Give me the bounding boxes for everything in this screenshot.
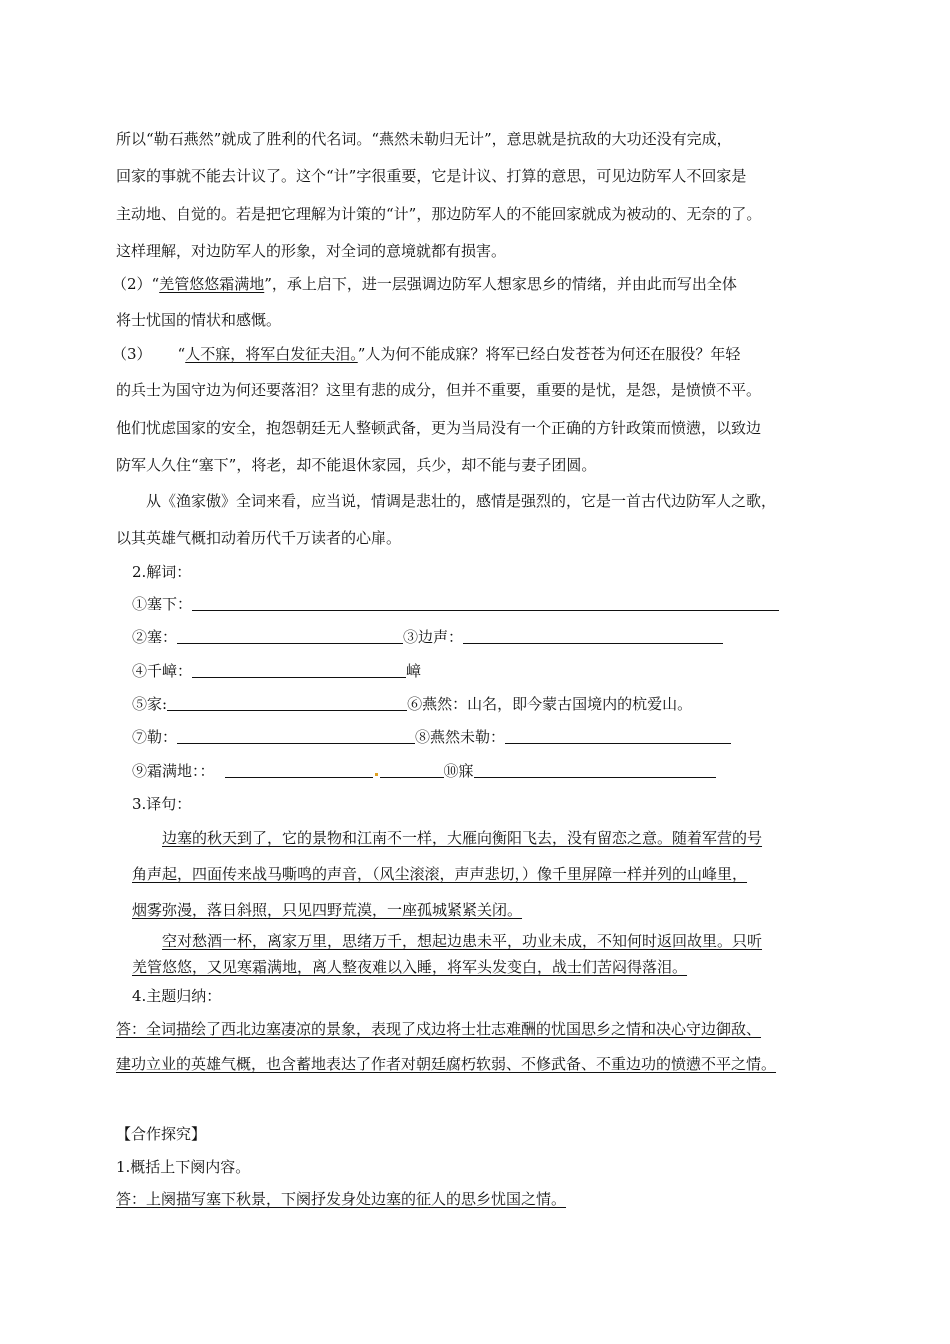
vocab-blank-7[interactable] — [177, 728, 415, 744]
mark-dot — [375, 773, 378, 776]
item2-quote-open: “ — [151, 275, 160, 293]
coop-question-1: 1.概括上下阕内容。 — [116, 1158, 251, 1176]
vocab-term-5: ⑤家: — [132, 695, 168, 713]
vocab-term-7: ⑦勒： — [132, 728, 178, 746]
translation-p1-line-2: 角声起，四面传来战马嘶鸣的声音，（风尘滚滚，声声悲切，）像千里屏障一样并列的山峰里， — [132, 865, 748, 883]
vocab-blank-9a[interactable] — [225, 762, 373, 778]
vocab-term-3: ③边声： — [403, 628, 464, 646]
theme-line-2: 建功立业的英雄气概，也含蓄地表达了作者对朝廷腐朽软弱、不修武备、不重边功的愤懑不平之情。 — [116, 1055, 777, 1073]
item3-quote: 人不寐，将军白发征夫泪。 — [185, 345, 358, 363]
item2-number: （2） — [112, 275, 152, 293]
translation-p1-line-3: 烟雾弥漫，落日斜照，只见四野荒漠，一座孤城紧紧关闭。 — [132, 901, 523, 919]
vocab-blank-4[interactable] — [192, 662, 406, 678]
vocab-row-5 — [132, 727, 731, 747]
vocab-term-8: ⑧燕然未勒： — [415, 728, 506, 746]
item3-line-4: 防军人久住“塞下”，将老，却不能退休家园，兵少，却不能与妻子团圆。 — [116, 456, 597, 474]
para1-line-3: 主动地、自觉的。若是把它理解为计策的“计”，那边防军人的不能回家就成为被动的、无奈的了。 — [116, 205, 762, 223]
vocab-row-6 — [132, 761, 716, 781]
item3-quote-close: ” — [357, 345, 366, 363]
theme-heading: 4.主题归纳： — [132, 987, 222, 1005]
coop-answer-1: 答：上阕描写塞下秋景，下阕抒发身处边塞的征人的思乡忧国之情。 — [116, 1190, 567, 1208]
vocab-heading: 2.解词： — [132, 563, 192, 581]
item3-quote-open: “ — [177, 345, 186, 363]
translation-p1-line-1: 边塞的秋天到了，它的景物和江南不一样，大雁向衡阳飞去，没有留恋之意。随着军营的号 — [162, 829, 763, 847]
vocab-blank-8[interactable] — [505, 728, 731, 744]
para1-line-2: 回家的事就不能去计议了。这个“计”字很重要，它是计议、打算的意思，可见边防军人不回家是 — [116, 167, 747, 185]
translation-p2-line-1: 空对愁酒一杯，离家万里，思绪万千，想起边患未平，功业未成，不知何时返回故里。只听 — [162, 932, 763, 950]
item2-quote-close: ” — [264, 275, 272, 293]
vocab-row-3 — [132, 661, 421, 681]
item2-quote: 羌管悠悠霜满地 — [159, 275, 265, 293]
item3-text: 人为何不能成寐？将军已经白发苍苍为何还在服役？年轻 — [365, 345, 741, 363]
theme-line-1: 答：全词描绘了西北边塞凄凉的景象，表现了戍边将士壮志难酬的忧国思乡之情和决心守边御敌、 — [116, 1020, 762, 1038]
summary-line-2: 以其英雄气概扣动着历代千万读者的心扉。 — [116, 529, 402, 547]
vocab-blank-2[interactable] — [177, 628, 403, 644]
vocab-term-9: ⑨霜满地：： — [132, 762, 215, 780]
vocab-blank-1[interactable] — [192, 595, 779, 611]
vocab-term-4-suffix: 嶂 — [406, 662, 422, 680]
item2-line-2: 将士忧国的情状和感慨。 — [116, 311, 282, 329]
summary-line-1: 从《渔家傲》全词来看，应当说，情调是悲壮的，感情是强烈的，它是一首古代边防军人之歌， — [146, 492, 777, 510]
translation-p2-line-2: 羌管悠悠，又见寒霜满地，离人整夜难以入睡，将军头发变白，战士们苦闷得落泪。 — [132, 958, 688, 976]
item3-number: （3） — [112, 345, 152, 363]
vocab-term-10: ⑩寐 — [443, 762, 474, 780]
para1-line-1: 所以“勒石燕然”就成了胜利的代名词。“燕然未勒归无计”，意思就是抗敌的大功还没有完成， — [116, 130, 732, 148]
item3-line-2: 的兵士为国守边为何还要落泪？这里有悲的成分，但并不重要，重要的是忧，是怨，是愤愤不平。 — [116, 381, 762, 399]
item3-line-1 — [112, 344, 740, 364]
translation-heading: 3.译句： — [132, 795, 192, 813]
vocab-term-2: ②塞： — [132, 628, 178, 646]
item2-text: ，承上启下，进一层强调边防军人想家思乡的情绪，并由此而写出全体 — [271, 275, 737, 293]
para1-line-4: 这样理解，对边防军人的形象，对全词的意境就都有损害。 — [116, 242, 507, 260]
coop-heading: 【合作探究】 — [116, 1125, 207, 1143]
vocab-blank-3[interactable] — [463, 628, 723, 644]
vocab-blank-5[interactable] — [167, 695, 407, 711]
vocab-blank-10[interactable] — [474, 762, 716, 778]
vocab-blank-9b[interactable] — [380, 762, 444, 778]
vocab-term-6: ⑥燕然：山名，即今蒙古国境内的杭爱山。 — [407, 695, 693, 713]
vocab-row-2 — [132, 627, 723, 647]
vocab-term-4: ④千嶂： — [132, 662, 193, 680]
vocab-term-1: ①塞下： — [132, 595, 193, 613]
vocab-row-4 — [132, 694, 692, 714]
item3-line-3: 他们忧虑国家的安全，抱怨朝廷无人整顿武备，更为当局没有一个正确的方针政策而愤懑，以致边 — [116, 419, 762, 437]
item2-line-1 — [112, 274, 737, 294]
vocab-row-1 — [132, 594, 779, 614]
